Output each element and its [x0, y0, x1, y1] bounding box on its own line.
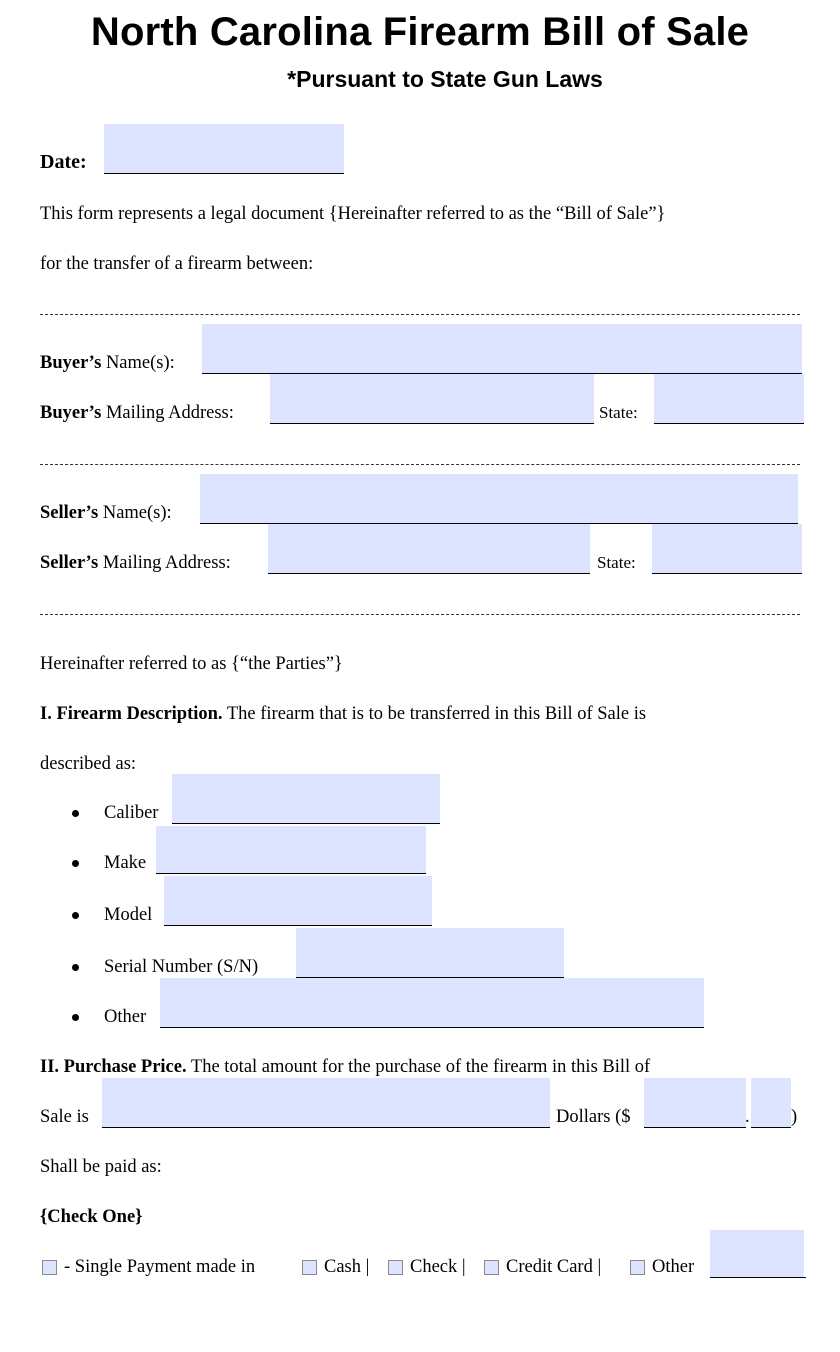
- price-dollars-underline: [644, 1127, 746, 1128]
- buyer-name-field[interactable]: [202, 324, 802, 374]
- dollars-label: Dollars ($: [556, 1107, 631, 1127]
- caliber-underline: [172, 823, 440, 824]
- other-payment-field[interactable]: [710, 1230, 804, 1278]
- serial-number-field[interactable]: [296, 928, 564, 978]
- section-1-intro: I. Firearm Description. The firearm that is to be transferred in this Bill of Sale is: [40, 704, 647, 724]
- buyer-address-label: Buyer’s Mailing Address:: [40, 403, 234, 423]
- seller-state-underline: [652, 573, 802, 574]
- bullet: [72, 860, 79, 867]
- section-2-intro: II. Purchase Price. The total amount for the purchase of the firearm in this Bill of: [40, 1057, 651, 1077]
- single-payment-checkbox[interactable]: [42, 1260, 57, 1275]
- credit-card-checkbox[interactable]: [484, 1260, 499, 1275]
- bullet: [72, 810, 79, 817]
- credit-card-label: Credit Card |: [506, 1257, 602, 1277]
- seller-address-field[interactable]: [268, 524, 590, 574]
- other-description-field[interactable]: [160, 978, 704, 1028]
- other-description-underline: [160, 1027, 704, 1028]
- caliber-field[interactable]: [172, 774, 440, 824]
- seller-address-label: Seller’s Mailing Address:: [40, 553, 231, 573]
- price-cents-field[interactable]: [751, 1078, 791, 1128]
- divider: [40, 464, 800, 465]
- divider: [40, 314, 800, 315]
- close-paren: ): [791, 1107, 798, 1127]
- seller-state-field[interactable]: [652, 524, 802, 574]
- model-label: Model: [104, 905, 153, 925]
- page-title: North Carolina Firearm Bill of Sale: [90, 10, 750, 54]
- divider: [40, 614, 800, 615]
- make-underline: [156, 873, 426, 874]
- parties-text: Hereinafter referred to as {“the Parties”}: [40, 654, 343, 674]
- buyer-address-underline: [270, 423, 594, 424]
- bullet: [72, 1014, 79, 1021]
- check-label: Check |: [410, 1257, 466, 1277]
- date-field[interactable]: [104, 124, 344, 174]
- intro-line-1: This form represents a legal document {Hereinafter referred to as the “Bill of Sale”}: [40, 204, 666, 224]
- intro-line-2: for the transfer of a firearm between:: [40, 254, 314, 274]
- cash-label: Cash |: [324, 1257, 370, 1277]
- cash-checkbox[interactable]: [302, 1260, 317, 1275]
- model-underline: [164, 925, 432, 926]
- buyer-state-label: State:: [599, 403, 638, 422]
- page-subtitle: *Pursuant to State Gun Laws: [287, 66, 603, 92]
- other-payment-checkbox[interactable]: [630, 1260, 645, 1275]
- single-payment-label: - Single Payment made in: [64, 1257, 256, 1277]
- section-1-described-as: described as:: [40, 754, 137, 774]
- check-one-label: {Check One}: [40, 1207, 143, 1227]
- decimal-point: .: [745, 1107, 750, 1127]
- bullet: [72, 964, 79, 971]
- serial-number-label: Serial Number (S/N): [104, 957, 259, 977]
- price-cents-underline: [751, 1127, 791, 1128]
- paid-as-label: Shall be paid as:: [40, 1157, 162, 1177]
- buyer-state-underline: [654, 423, 804, 424]
- buyer-state-field[interactable]: [654, 374, 804, 424]
- date-label: Date:: [40, 151, 87, 173]
- check-checkbox[interactable]: [388, 1260, 403, 1275]
- sale-is-label: Sale is: [40, 1107, 89, 1127]
- make-label: Make: [104, 853, 147, 873]
- seller-name-label: Seller’s Name(s):: [40, 503, 172, 523]
- other-payment-underline: [710, 1277, 806, 1278]
- other-payment-label: Other: [652, 1257, 695, 1277]
- buyer-name-label: Buyer’s Name(s):: [40, 353, 175, 373]
- price-words-field[interactable]: [102, 1078, 550, 1128]
- seller-address-underline: [268, 573, 590, 574]
- bullet: [72, 912, 79, 919]
- buyer-address-field[interactable]: [270, 374, 594, 424]
- date-underline: [104, 173, 344, 174]
- price-dollars-field[interactable]: [644, 1078, 746, 1128]
- seller-name-field[interactable]: [200, 474, 798, 524]
- seller-state-label: State:: [597, 553, 636, 572]
- other-description-label: Other: [104, 1007, 147, 1027]
- model-field[interactable]: [164, 876, 432, 926]
- caliber-label: Caliber: [104, 803, 159, 823]
- make-field[interactable]: [156, 826, 426, 874]
- price-words-underline: [102, 1127, 550, 1128]
